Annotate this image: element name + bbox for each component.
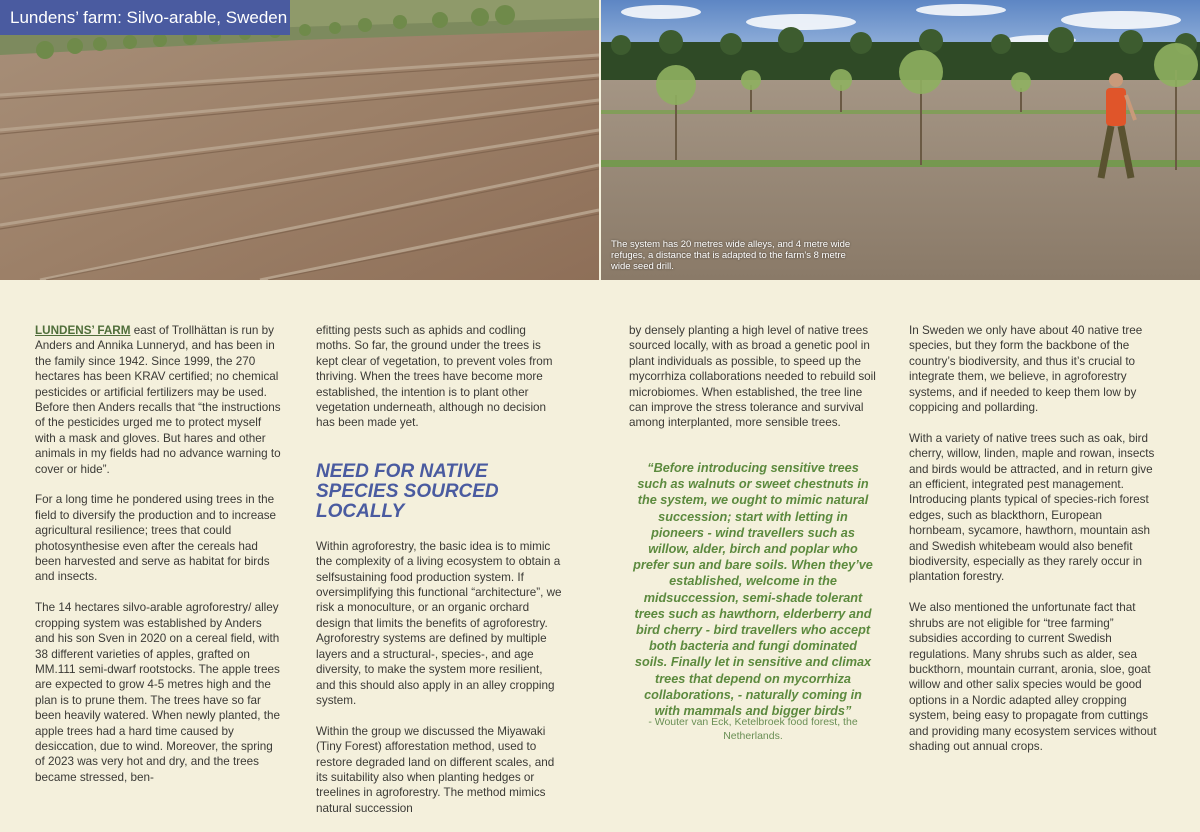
paragraph-text: east of Trollhättan is run by Anders and Annika Lunneryd, and has been in the family since 1942. Since 1999, the 270 hectares has been KRAV certified; no chemical pesticides or artificial fertilizers may be used. Before then Anders recalls that “the instructions of the pesticides urged me to protect myself with a mask and gloves. But hares and other animals in my fields had no advance warning to cover or hide”. — [35, 324, 281, 476]
pull-quote: “Before introducing sensitive trees such as walnuts or sweet chestnuts in the system, we ought to mimic natural succession; start with letting in pioneers - wind travellers such as willow, alder, birch and poplar who prefer sun and bare soils. When they’ve established, welcome in the midsuccession, semi-shade tolerant trees such as hawthorn, elderberry and bird cherry - bird travellers who accept both bacteria and fungi dominated soils. Finally let in sensitive and climax trees that depend on mycorrhiza collaborations, - naturally coming in with mammals and bigger birds” — [633, 461, 873, 719]
section-heading: NEED FOR NATIVE SPECIES SOURCED LOCALLY — [316, 460, 499, 522]
aerial-field-photo — [0, 0, 599, 280]
paragraph: For a long time he pondered using trees in the field to diversify the production and to increase agricultural resilience; trees that could photosynthesise even after the cereals had been harvested and serve as habitat for birds and insects. — [35, 493, 277, 584]
text-column-3 — [629, 323, 877, 446]
alley-walk-photo — [601, 0, 1200, 280]
photo-caption: The system has 20 metres wide alleys, and 4 metre wide refuges, a distance that is adapted to the farm’s 8 metre wide seed drill. — [611, 239, 851, 272]
quote-attribution: - Wouter van Eck, Ketelbroek food forest, the Netherlands. — [648, 716, 858, 742]
paragraph: We also mentioned the unfortunate fact that shrubs are not eligible for “tree farming” subsidies according to current Swedish regulations. Many shrubs such as alder, sea buckthorn, mountain currant, aronia, sloe, goat willow and other salix species would be good options in a Nordic adapted alley cropping system, being easy to propagate from cuttings and providing many ecosystem services without shading out annual crops. — [909, 601, 1157, 753]
lundens-farm-link[interactable]: LUNDENS’ FARM — [35, 324, 131, 337]
paragraph: efitting pests such as aphids and codling moths. So far, the ground under the trees is kept clear of vegetation, to prevent voles from thriving. When the trees have become more established, the intention is to plant other vegetation underneath, although no decision has been made yet. — [316, 324, 553, 430]
paragraph: The 14 hectares silvo-arable agroforestry/ alley cropping system was established by Anders and his son Sven in 2020 on a cereal field, with 38 different varieties of apples, grafted on MM.111 semi-dwarf rootstocks. The apple trees are expected to grow 4-5 metres high and the plan is to prune them. The trees have so far been heavily watered. When newly planted, the apple trees had a hard time caused by desiccation, due to wind. Moreover, the spring of 2023 was very hot and dry, and the trees became stressed, ben- — [35, 601, 280, 784]
page-title: Lundens’ farm: Silvo-arable, Sweden — [0, 0, 290, 35]
text-column-2 — [316, 323, 564, 832]
text-column-1 — [35, 323, 283, 801]
paragraph: Within the group we discussed the Miyawaki (Tiny Forest) afforestation method, used to restore degraded land on different scales, and its suitability also when planting hedges or treelines in agroforestry. The method mimics natural succession — [316, 724, 555, 815]
paragraph: In Sweden we only have about 40 native tree species, but they form the backbone of the country’s biodiversity, and thus it’s crucial to integrate them, we believe, in agroforestry systems, and if needed to keep them low by coppicing and pollarding. — [909, 324, 1143, 415]
paragraph — [35, 323, 283, 477]
aerial-field-illustration — [0, 0, 599, 280]
paragraph: Within agroforestry, the basic idea is to mimic the complexity of a living ecosystem to obtain a selfsustaining food production system. If oversimplifying this functional “architecture”, we risk a monoculture, or an organic orchard design that limits the benefits of agroforestry. Agroforestry systems are defined by multiple layers and a structural-, species-, and age diversity, to make the system more resilient, and this should also apply in an alley cropping system. — [316, 539, 562, 707]
paragraph: by densely planting a high level of native trees sourced locally, with as broad a genetic pool in plant individuals as possible, to speed up the mycorrhiza collaborations needed to rebuild soil microbiomes. When established, the tree line can improve the stress tolerance and survival among interplanted, more sensible trees. — [629, 324, 876, 430]
text-column-4 — [909, 323, 1157, 770]
alley-walk-illustration — [601, 0, 1200, 280]
paragraph: With a variety of native trees such as oak, bird cherry, willow, linden, maple and rowan, insects and birds would be attracted, and in return give an efficient, integrated pest management. Introducing plants typical of species-rich forest edges, such as blackthorn, European hornbeam, sycamore, hawthorn, mountain ash and Swedish whitebeam would also benefit biodiversity, especially as they rarely occur in plantation forestry. — [909, 431, 1155, 584]
